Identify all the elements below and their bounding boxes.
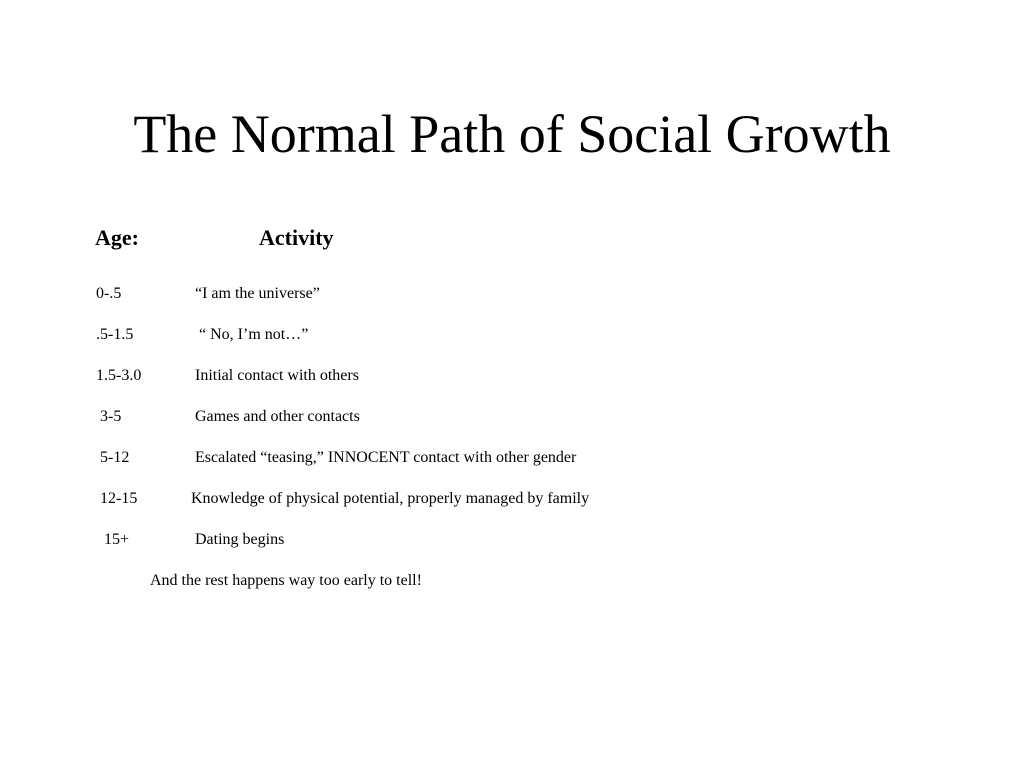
slide-title: The Normal Path of Social Growth	[133, 104, 891, 164]
table-header	[95, 224, 334, 252]
row-activity: Games and other contacts	[195, 408, 360, 425]
row-age: 15+	[104, 531, 130, 548]
header-activity: Activity	[259, 225, 334, 250]
row-age: 12-15	[100, 490, 138, 507]
row-age: .5-1.5	[96, 326, 134, 343]
closing-note: And the rest happens way too early to tell!	[150, 572, 422, 589]
row-activity: “ No, I’m not…”	[199, 326, 309, 343]
row-age: 1.5-3.0	[96, 367, 142, 384]
row-age: 5-12	[100, 449, 130, 466]
row-activity: Dating begins	[195, 531, 285, 548]
row-age: 3-5	[100, 408, 122, 425]
row-activity: “I am the universe”	[195, 285, 320, 302]
row-activity: Escalated “teasing,” INNOCENT contact with other gender	[195, 449, 577, 466]
row-activity: Knowledge of physical potential, properly managed by family	[191, 490, 590, 507]
row-activity: Initial contact with others	[195, 367, 359, 384]
header-age: Age:	[95, 225, 139, 250]
row-age: 0-.5	[96, 285, 122, 302]
